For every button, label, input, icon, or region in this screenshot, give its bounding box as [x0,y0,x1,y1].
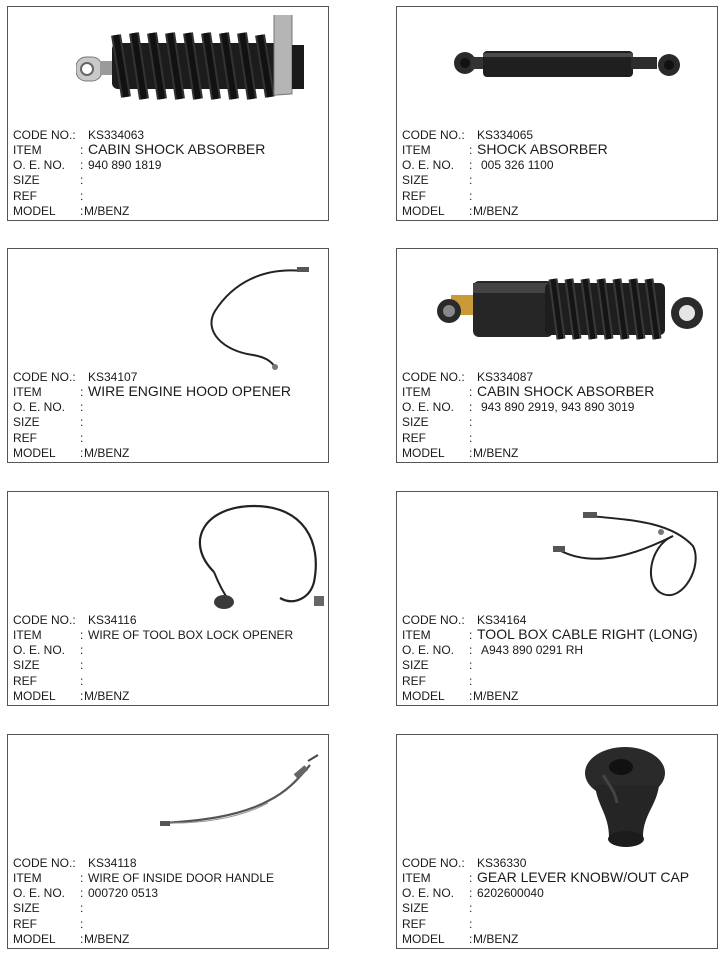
item-value: CABIN SHOCK ABSORBER [88,141,266,158]
model-value: M/BENZ [473,931,519,946]
model-label: MODEL [402,445,445,460]
oe-value: 6202600040 [477,886,544,901]
code-label: CODE NO.: [13,855,76,870]
code-value: KS334065 [477,127,534,142]
ref-label: REF [13,188,37,203]
product-card: CODE NO.: KS34164 ITEM : TOOL BOX CABLE RIGHT (LONG) O. E. NO. : A943 890 0291 RH SIZE : REF : MODEL : M/BENZ [396,491,718,706]
code-label: CODE NO.: [402,127,465,142]
code-value: KS34107 [88,369,138,384]
item-value: WIRE ENGINE HOOD OPENER [88,383,292,400]
hood-opener-cable-image [203,263,313,373]
code-label: CODE NO.: [13,369,76,384]
tool-box-cable-image [553,506,703,606]
size-label: SIZE [402,658,429,673]
model-value: M/BENZ [473,203,519,218]
oe-label: O. E. NO. [402,643,455,658]
door-handle-wire-image [158,751,323,831]
model-value: M/BENZ [473,445,519,460]
oe-value: 943 890 2919, 943 890 3019 [481,400,635,415]
size-label: SIZE [13,173,40,188]
model-label: MODEL [13,688,56,703]
code-label: CODE NO.: [402,855,465,870]
product-card: CODE NO.: KS34118 ITEM : WIRE OF INSIDE DOOR HANDLE O. E. NO. : 000720 0513 SIZE : REF : MODEL : M/BENZ [7,734,329,949]
size-label: SIZE [402,901,429,916]
product-card: CODE NO.: KS334063 ITEM : CABIN SHOCK ABSORBER O. E. NO. : 940 890 1819 SIZE : REF : MODEL : M/BENZ [7,6,329,221]
item-value: WIRE OF TOOL BOX LOCK OPENER [88,628,294,643]
oe-label: O. E. NO. [13,158,66,173]
item-value: WIRE OF INSIDE DOOR HANDLE [88,871,275,886]
item-value: SHOCK ABSORBER [477,141,608,158]
model-value: M/BENZ [473,688,519,703]
item-value: GEAR LEVER KNOBW/OUT CAP [477,869,690,886]
item-label: ITEM [13,385,42,400]
code-value: KS334087 [477,369,534,384]
product-card: CODE NO.: KS334087 ITEM : CABIN SHOCK ABSORBER O. E. NO. : 943 890 2919, 943 890 3019 SIZE : REF : MODEL : M/BENZ [396,248,718,463]
code-value: KS36330 [477,855,527,870]
tool-box-lock-cable-image [184,502,324,612]
model-value: M/BENZ [84,688,130,703]
size-label: SIZE [13,658,40,673]
model-label: MODEL [402,931,445,946]
oe-value: 000720 0513 [88,886,159,901]
oe-label: O. E. NO. [402,886,455,901]
item-label: ITEM [13,628,42,643]
oe-label: O. E. NO. [13,886,66,901]
model-label: MODEL [13,203,56,218]
oe-value: 005 326 1100 [481,158,554,173]
gear-knob-image [581,745,671,850]
cabin-shock-absorber-image [76,15,306,105]
model-label: MODEL [13,931,56,946]
ref-label: REF [402,673,426,688]
code-label: CODE NO.: [13,612,76,627]
product-card: CODE NO.: KS36330 ITEM : GEAR LEVER KNOBW/OUT CAP O. E. NO. : 6202600040 SIZE : REF : MODEL : M/BENZ [396,734,718,949]
code-value: KS334063 [88,127,145,142]
shock-absorber-image [453,41,685,91]
product-card: CODE NO.: KS334065 ITEM : SHOCK ABSORBER O. E. NO. : 005 326 1100 SIZE : REF : MODEL : M/BENZ [396,6,718,221]
item-label: ITEM [402,871,431,886]
size-label: SIZE [13,901,40,916]
item-label: ITEM [402,385,431,400]
product-card: CODE NO.: KS34107 ITEM : WIRE ENGINE HOOD OPENER O. E. NO. : SIZE : REF : MODEL : M/BENZ [7,248,329,463]
code-label: CODE NO.: [13,127,76,142]
code-label: CODE NO.: [402,369,465,384]
code-value: KS34116 [88,612,137,627]
item-label: ITEM [13,871,42,886]
code-value: KS34118 [88,855,137,870]
ref-label: REF [13,916,37,931]
model-value: M/BENZ [84,931,130,946]
code-value: KS34164 [477,612,527,627]
model-value: M/BENZ [84,203,130,218]
item-label: ITEM [402,143,431,158]
size-label: SIZE [402,415,429,430]
ref-label: REF [13,430,37,445]
ref-label: REF [13,673,37,688]
model-label: MODEL [402,688,445,703]
oe-value: 940 890 1819 [88,158,162,173]
model-label: MODEL [402,203,445,218]
oe-label: O. E. NO. [402,400,455,415]
ref-label: REF [402,188,426,203]
oe-value: A943 890 0291 RH [481,643,584,658]
item-label: ITEM [13,143,42,158]
code-label: CODE NO.: [402,612,465,627]
size-label: SIZE [13,415,40,430]
size-label: SIZE [402,173,429,188]
item-label: ITEM [402,628,431,643]
oe-label: O. E. NO. [402,158,455,173]
oe-label: O. E. NO. [13,400,66,415]
model-value: M/BENZ [84,445,130,460]
oe-label: O. E. NO. [13,643,66,658]
item-value: CABIN SHOCK ABSORBER [477,383,655,400]
ref-label: REF [402,916,426,931]
cabin-shock-absorber-image [435,273,705,343]
model-label: MODEL [13,445,56,460]
ref-label: REF [402,430,426,445]
product-card: CODE NO.: KS34116 ITEM : WIRE OF TOOL BOX LOCK OPENER O. E. NO. : SIZE : REF : MODEL : M/BENZ [7,491,329,706]
item-value: TOOL BOX CABLE RIGHT (LONG) [477,626,698,643]
